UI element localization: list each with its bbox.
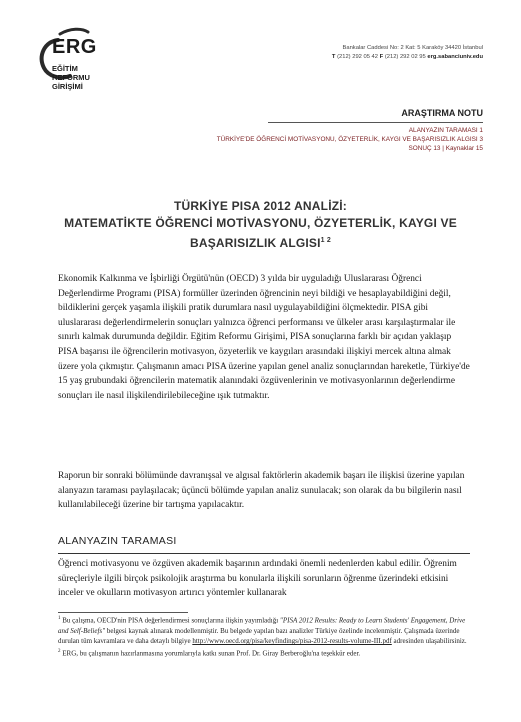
address-line: Bankalar Caddesi No: 2 Kat: 5 Karaköy 34420 İstanbul <box>342 45 483 51</box>
phone-number: (212) 292 05 42 <box>337 53 379 60</box>
note-meta <box>217 127 483 153</box>
footnote-1-text-b: belgesi kaynak alınarak modellenmiştir. Bu belgede yapılan bazı analizler Türkiye özelinde incelenmiştir. Çalışmada üzerinde durulan tüm kavramlara ve daha detaylı bilgiye <box>58 626 460 646</box>
footnote-1 <box>58 614 470 647</box>
footnote-1-document-title: "PISA 2012 Results: Ready to Learn Students' Engagement, Drive and Self-Beliefs" <box>58 616 466 635</box>
logo-name: ERG <box>52 36 97 58</box>
paragraph-outline: Raporun bir sonraki bölümünde davranışsal ve algısal faktörlerin akademik başarı ile ilişkisi üzerine yapılan alanyazın taraması paylaşılacak; üçüncü bölümde yapılan analiz sunulacak; son olarak da bu bilgilerin nasıl kullanılabileceği üzerine bir tartışma yapılacaktır. <box>58 471 465 511</box>
note-title: ARAŞTIRMA NOTU <box>401 108 483 118</box>
title-line-3-text: BAŞARISIZLIK ALGISI <box>189 236 321 250</box>
footnote-1-text-a: Bu çalışma, OECD'nin PISA değerlendirmesi sonuçlarına ilişkin yayımladığı <box>60 616 280 625</box>
title-line-2: MATEMATİKTE ÖĞRENCİ MOTİVASYONU, ÖZYETERLİK, KAYGI VE <box>64 216 457 230</box>
title-footnote-refs: 1 2 <box>320 237 332 244</box>
section-heading: ALANYAZIN TARAMASI <box>58 535 177 547</box>
footnote-1-link[interactable]: http://www.oecd.org/pisa/keyfindings/pisa-2012-results-volume-III.pdf <box>192 637 392 646</box>
footnote-1-number: 1 <box>58 616 61 621</box>
footnote-2 <box>58 647 470 659</box>
address-block <box>332 44 483 61</box>
note-divider <box>268 122 483 123</box>
logo-subtitle <box>52 64 90 91</box>
phone-label: T <box>331 53 336 60</box>
footnote-2-text: ERG, bu çalışmanın hazırlanmasına yorumlarıyla katkı sunan Prof. Dr. Giray Berberoğlu'na teşekkür eder. <box>60 648 361 657</box>
logo-sub-line-3: GİRİŞİMİ <box>52 82 83 91</box>
paragraph-literature: Öğrenci motivasyonu ve özgüven akademik başarının ardındaki önemli nedenlerden kabul edilir. Öğrenim süreçleriyle ilgili birçok psikolojik araştırma bu konularla ilişkili sorunların öğrenme üzerindeki etkisini inceler ve okulların motivasyon artırıcı yöntemler kullanarak <box>58 559 457 599</box>
fax-number: (212) 292 02 95 <box>384 53 426 60</box>
document-title <box>40 198 481 252</box>
title-line-1: TÜRKİYE PISA 2012 ANALİZİ: <box>173 199 347 213</box>
footnote-divider <box>58 612 188 613</box>
contact-line <box>332 53 483 62</box>
paragraph-intro: Ekonomik Kalkınma ve İşbirliği Örgütü'nün (OECD) 3 yılda bir uyguladığı Uluslararası Öğrenci Değerlendirme Programı (PISA) formüller üzerinden öğrencinin neyi bildiği ve hesaplayabildiğini değil, bildiklerini gerçek yaşamla ilişkili pratik durumlara nasıl uygulayabildiğini ölçmektedir. PISA gibi uluslararası değerlendirmelerin sonuçları yalnızca öğrenci performansı ve ülkeler arası karşılaştırmalar ile sınırlı kalmak durumunda değildir. Eğitim Reformu Girişimi, PISA sonuçlarına farklı bir açıdan yaklaşıp PISA başarısı ile öğrencilerin motivasyon, özyeterlik ve kaygıları arasındaki ilişkiyi mercek altına almak üzere yola çıkmıştır. Çalışmanın amacı PISA üzerine yapılan genel analiz sonuçlarından hareketle, Türkiye'de 15 yaş grubundaki öğrencilerin matematik alanındaki özgüvenlerinin ve motivasyonlarının değerlendirme sonuçları ile nasıl ilişkilendirilebileceğine ışık tutmaktır. <box>58 274 470 401</box>
footnote-2-number: 2 <box>58 648 61 654</box>
title-line-3 <box>40 232 481 252</box>
section-divider <box>58 553 470 554</box>
logo-sub-line-1: EĞİTİM <box>52 64 78 73</box>
meta-series: ALANYAZIN TARAMASI 1 <box>408 127 483 134</box>
meta-issue: SONUÇ 13 | Kaynaklar 15 <box>408 144 483 152</box>
footnote-1-text-c: adresinden ulaşabilirsiniz. <box>391 637 467 646</box>
website[interactable]: erg.sabanciuniv.edu <box>427 53 483 60</box>
logo-sub-line-2: REFORMU <box>52 73 90 82</box>
meta-subject: TÜRKİYE'DE ÖĞRENCİ MOTİVASYONU, ÖZYETERLİK, KAYGI VE BAŞARISIZLIK ALGISI 3 <box>216 135 483 143</box>
fax-label: F <box>379 53 384 60</box>
footnotes <box>58 614 470 658</box>
